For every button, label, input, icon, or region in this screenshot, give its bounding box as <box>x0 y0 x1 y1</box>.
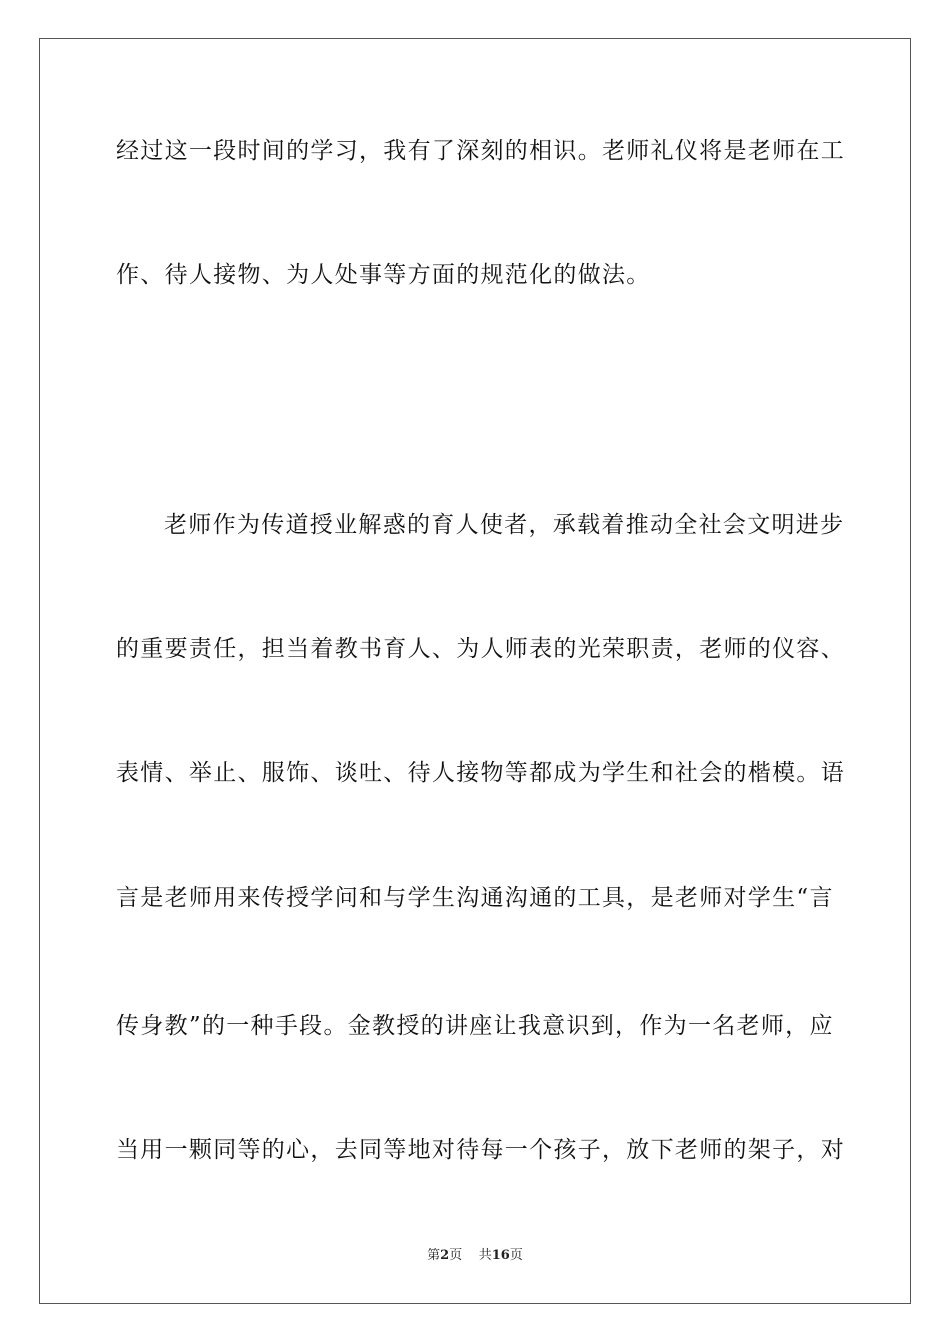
body-line-5: 表情、举止、服饰、谈吐、待人接物等都成为学生和社会的楷模。语 <box>116 760 845 786</box>
footer-total-prefix: 共 <box>478 1248 492 1263</box>
body-line-3: 老师作为传道授业解惑的育人使者，承载着推动全社会文明进步 <box>164 512 845 538</box>
body-line-4: 的重要责任，担当着教书育人、为人师表的光荣职责，老师的仪容、 <box>116 636 845 662</box>
body-line-6: 言是老师用来传授学问和与学生沟通沟通的工具，是老师对学生“言 <box>116 885 834 911</box>
footer-page-suffix: 页 <box>449 1248 463 1263</box>
footer-page-number: 2 <box>440 1248 450 1263</box>
footer-page-prefix: 第 <box>427 1248 441 1263</box>
footer-total-suffix: 页 <box>509 1248 523 1263</box>
page-footer <box>0 1247 950 1265</box>
page-frame <box>39 38 911 1304</box>
body-line-2: 作、待人接物、为人处事等方面的规范化的做法。 <box>116 262 651 288</box>
body-line-1: 经过这一段时间的学习，我有了深刻的相识。老师礼仪将是老师在工 <box>116 138 845 164</box>
body-line-7: 传身教”的一种手段。金教授的讲座让我意识到，作为一名老师，应 <box>116 1013 834 1039</box>
footer-total-pages: 16 <box>491 1248 510 1263</box>
body-line-8: 当用一颗同等的心，去同等地对待每一个孩子，放下老师的架子，对 <box>116 1137 845 1163</box>
